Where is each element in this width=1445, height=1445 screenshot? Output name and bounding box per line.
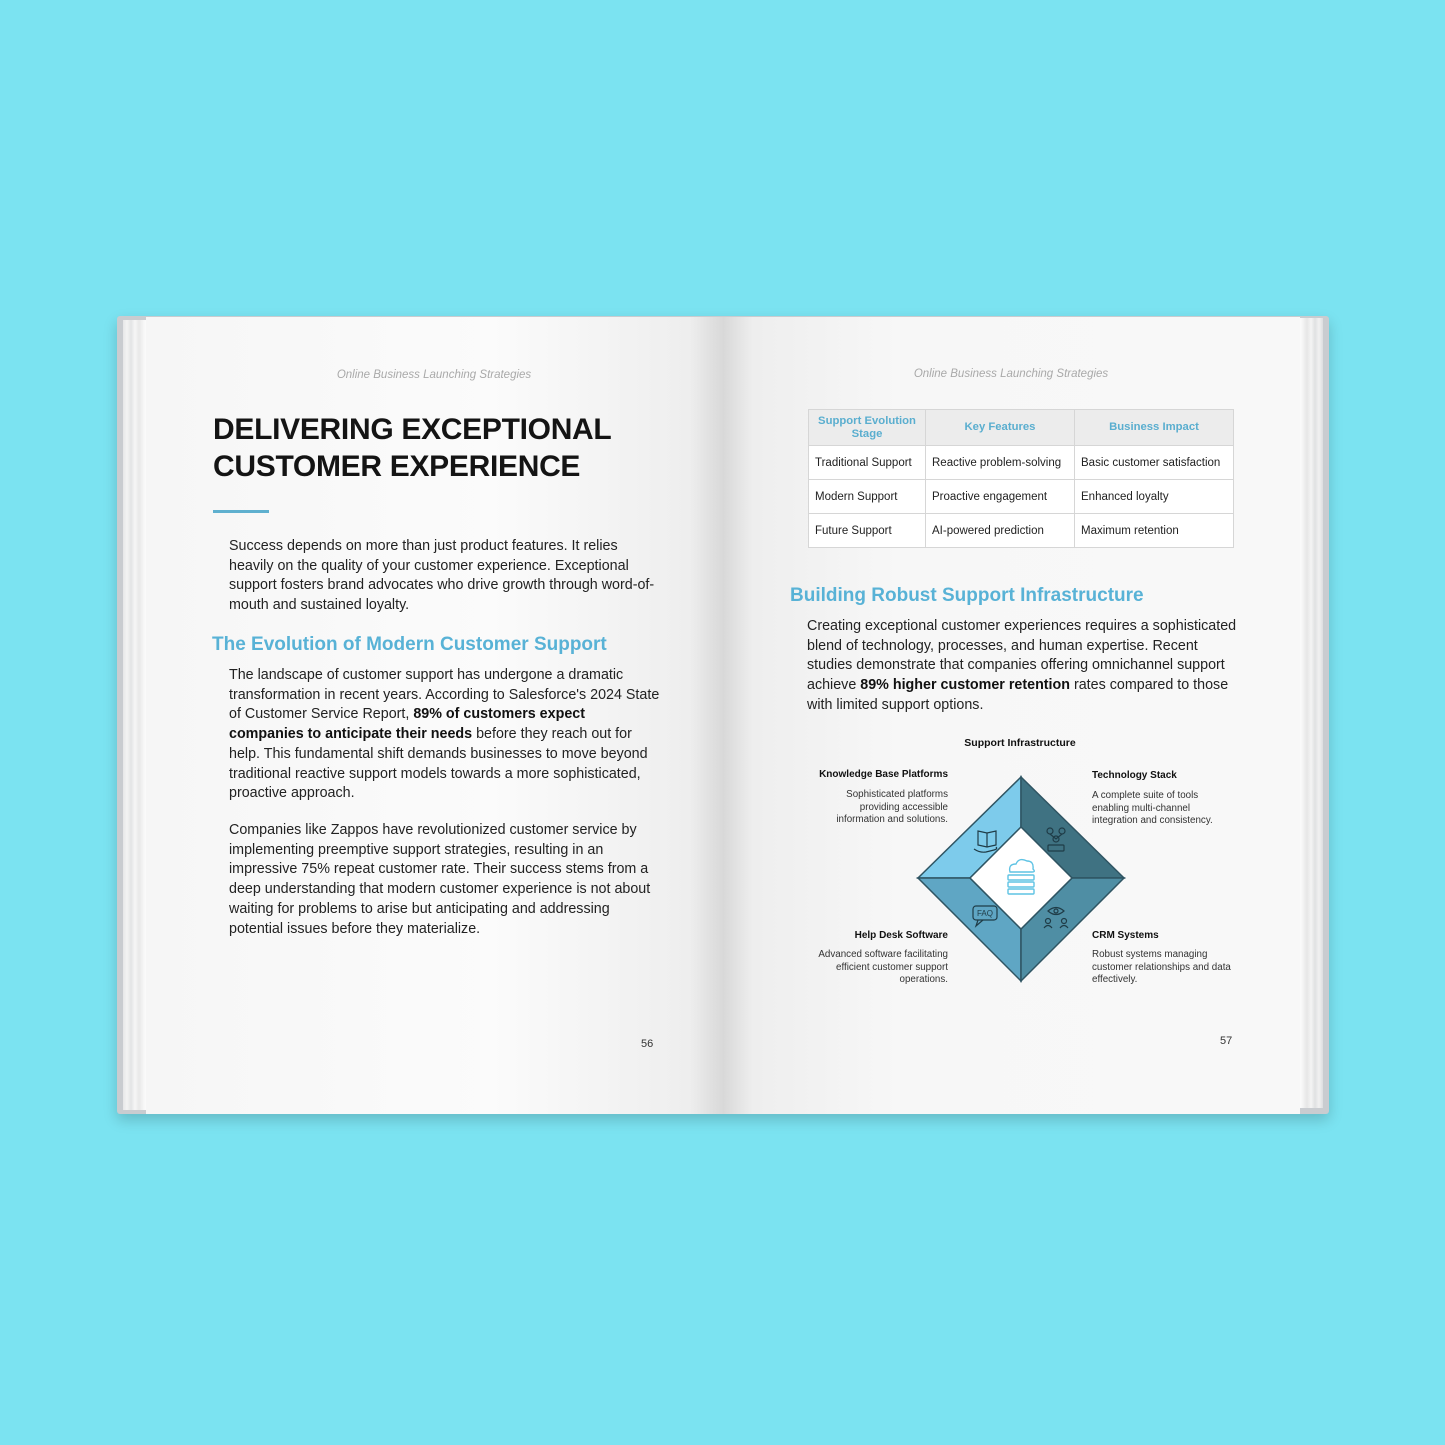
table-cell: Future Support — [809, 514, 926, 548]
table-cell: Traditional Support — [809, 446, 926, 480]
section-heading: Building Robust Support Infrastructure — [790, 585, 1144, 606]
help-desk-label: Help Desk Software — [854, 930, 948, 941]
table-cell: Maximum retention — [1075, 514, 1234, 548]
table-cell: AI-powered prediction — [926, 514, 1075, 548]
evolution-paragraph — [229, 666, 661, 804]
text-span: before they reach out for help. This fundamental shift demands businesses to move beyond traditional reactive support models towards a more sophisticated, proactive approach. — [229, 726, 648, 802]
infrastructure-paragraph — [807, 617, 1239, 716]
title-underline — [213, 510, 269, 513]
column-header: Support Evolution Stage — [809, 410, 926, 446]
support-infrastructure-diagram — [916, 775, 1126, 985]
running-head: Online Business Launching Strategies — [336, 369, 532, 381]
table-cell: Proactive engagement — [926, 480, 1075, 514]
chapter-title — [213, 411, 653, 485]
column-header: Key Features — [926, 410, 1075, 446]
tech-stack-description: A complete suite of tools enabling multi-channel integration and consistency. — [1092, 790, 1213, 827]
text-span: rates compared to those with limited support options. — [807, 677, 1229, 713]
text-span: Creating exceptional customer experiences requires a sophisticated blend of technology, processes, and human expertise. Recent studies demonstrate that companies offering omnichannel support achieve — [807, 618, 1237, 694]
table-cell: Reactive problem-solving — [926, 446, 1075, 480]
help-desk-description: Advanced software facilitating efficient customer support operations. — [818, 949, 948, 986]
faq-text: FAQ — [976, 909, 994, 918]
table-cell: Modern Support — [809, 480, 926, 514]
column-header: Business Impact — [1075, 410, 1234, 446]
text-span: The landscape of customer support has undergone a dramatic transformation in recent years. According to Salesforce's 2024 State of Customer Service Report, — [229, 667, 660, 723]
page-number: 56 — [641, 1038, 654, 1050]
highlight-stat: 89% higher customer retention — [860, 677, 1070, 694]
running-head: Online Business Launching Strategies — [913, 368, 1109, 380]
support-evolution-table — [808, 409, 1234, 548]
table-header-row — [809, 410, 1234, 446]
chapter-title-line: DELIVERING EXCEPTIONAL — [213, 413, 612, 446]
highlight-stat: 89% of customers expect companies to anticipate their needs — [229, 706, 585, 743]
section-heading: The Evolution of Modern Customer Support — [212, 634, 607, 655]
kb-label: Knowledge Base Platforms — [819, 769, 948, 780]
diagram-title: Support Infrastructure — [964, 737, 1076, 749]
table-row — [809, 446, 1234, 480]
page-number: 57 — [1220, 1035, 1233, 1047]
left-page — [146, 317, 724, 1114]
crm-label: CRM Systems — [1092, 930, 1159, 941]
table-cell: Enhanced loyalty — [1075, 480, 1234, 514]
table-row — [809, 480, 1234, 514]
tech-stack-label: Technology Stack — [1092, 770, 1177, 781]
table-row — [809, 514, 1234, 548]
right-page — [724, 317, 1300, 1114]
intro-paragraph: Success depends on more than just product features. It relies heavily on the quality of your customer experience. Exceptional support fosters brand advocates who drive growth through word-of-mouth and sustained loyalty. — [229, 538, 655, 614]
table-cell: Basic customer satisfaction — [1075, 446, 1234, 480]
crm-description: Robust systems managing customer relationships and data effectively. — [1092, 949, 1231, 986]
kb-description: Sophisticated platforms providing accessible information and solutions. — [836, 789, 948, 826]
zappos-paragraph: Companies like Zappos have revolutionized customer service by implementing preemptive support strategies, resulting in an impressive 75% repeat customer rate. Their success stems from a deep understanding that modern customer experience is not about waiting for problems to arise but anticipating and addressing potential issues before they materialize. — [229, 822, 651, 937]
chapter-title-line: CUSTOMER EXPERIENCE — [213, 450, 581, 483]
